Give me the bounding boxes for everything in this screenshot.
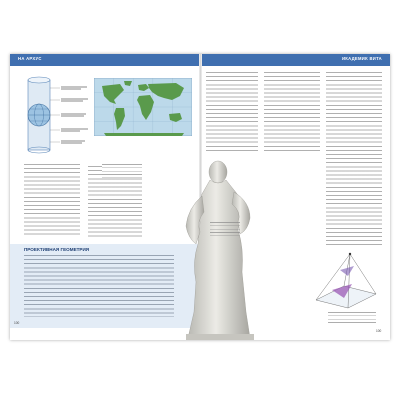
projection-point — [349, 253, 351, 255]
caption-left-text — [102, 164, 142, 178]
right-running-head: ИКАДЕМИК ВИТА — [342, 56, 382, 61]
world-map — [94, 78, 192, 136]
far-right-column-text — [264, 72, 320, 152]
left-text-block — [24, 164, 80, 236]
cylinder-globe-figure — [28, 77, 50, 153]
left-folio: 100 — [14, 321, 20, 325]
source-triangle — [340, 266, 354, 276]
diagram-caption — [328, 312, 376, 324]
statue-figure — [186, 161, 250, 338]
left-running-head-bar — [10, 54, 199, 66]
right-running-head-bar — [202, 54, 390, 66]
edge-column-text — [326, 72, 382, 248]
book-spread — [10, 54, 390, 340]
left-running-head: НА АРХУС — [18, 56, 42, 61]
left-column-text — [24, 164, 80, 236]
statue-caption — [210, 222, 240, 236]
diagram-callout-lines — [50, 88, 60, 142]
section-text-block — [24, 255, 174, 317]
perspective-diagram — [310, 250, 386, 312]
right-column-text — [206, 72, 258, 152]
statue-photo — [158, 152, 268, 340]
statue-base — [186, 334, 254, 340]
section-title: ПРОЕКТИВНАЯ ГЕОМЕТРИЯ — [24, 247, 90, 252]
projection-diagram — [16, 74, 92, 160]
diagram-callout-text — [61, 87, 88, 144]
caption-left — [102, 164, 142, 178]
right-folio: 100 — [376, 329, 382, 333]
